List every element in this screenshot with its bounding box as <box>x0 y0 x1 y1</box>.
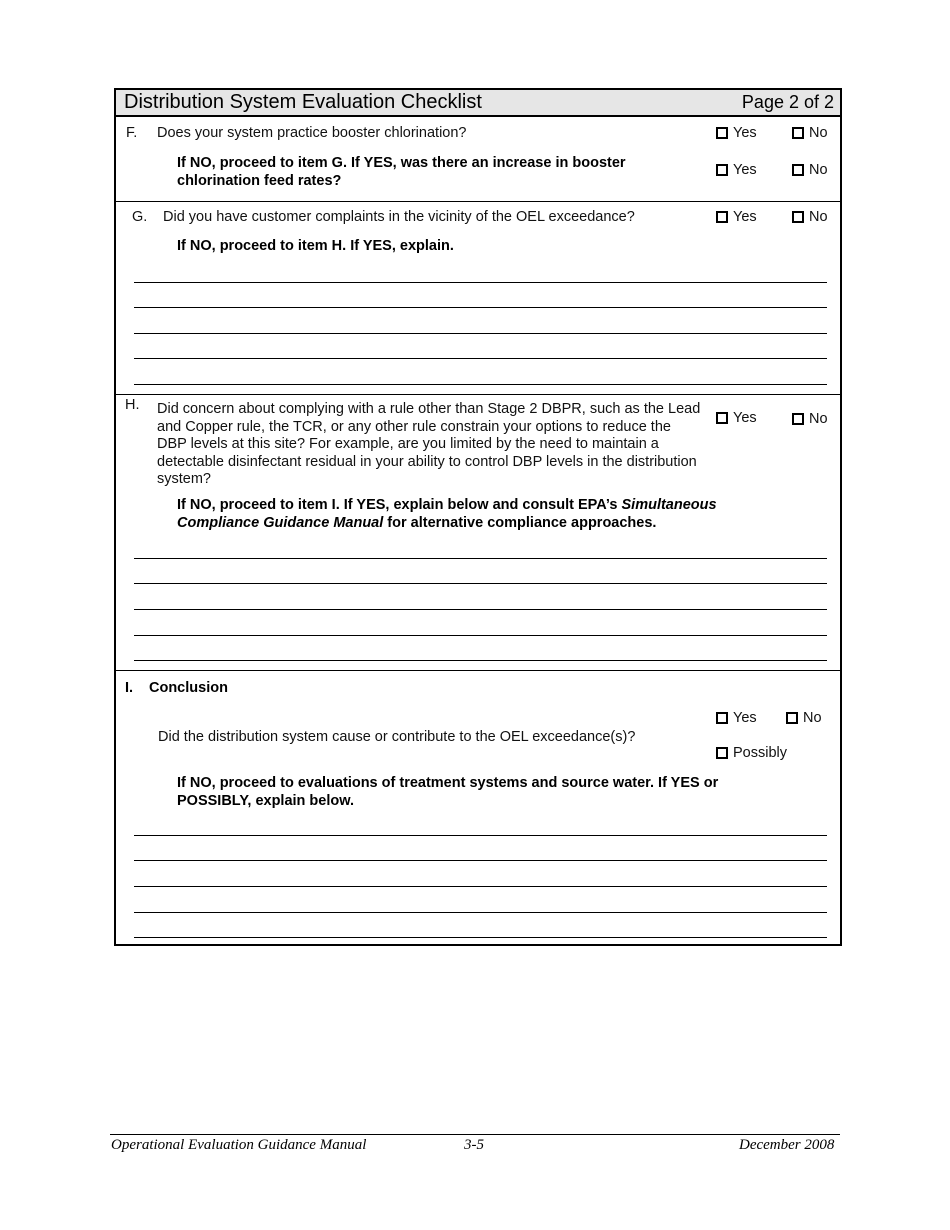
section-g-followup: If NO, proceed to item H. If YES, explain. <box>177 238 454 254</box>
checkbox-label: Yes <box>733 710 757 726</box>
answer-line[interactable] <box>134 912 827 913</box>
answer-line[interactable] <box>134 835 827 836</box>
section-i-followup: If NO, proceed to evaluations of treatment systems and source water. If YES or POSSIBLY, explain below. <box>177 775 719 809</box>
answer-line[interactable] <box>134 886 827 887</box>
answer-line[interactable] <box>134 384 827 385</box>
checkbox-box[interactable] <box>716 211 728 223</box>
section-f-question: Does your system practice booster chlorination? <box>157 125 467 141</box>
guidance-manual-title: Simultaneous Compliance Guidance Manual <box>177 497 717 531</box>
checkbox-label: No <box>809 209 828 225</box>
section-i-title: Conclusion <box>149 680 228 696</box>
answer-line[interactable] <box>134 583 827 584</box>
answer-line[interactable] <box>134 609 827 610</box>
section-g-yes-checkbox[interactable] <box>716 209 757 225</box>
section-divider <box>116 201 840 202</box>
checkbox-label: Yes <box>733 125 757 141</box>
section-f-letter: F. <box>126 125 138 141</box>
page-indicator: Page 2 of 2 <box>741 92 834 112</box>
checkbox-label: Yes <box>733 162 757 178</box>
section-f-yes-checkbox[interactable] <box>716 125 757 141</box>
section-i-letter: I. <box>125 680 134 696</box>
section-divider <box>116 670 840 671</box>
answer-line[interactable] <box>134 635 827 636</box>
checklist-form <box>114 88 842 946</box>
checkbox-box[interactable] <box>786 712 798 724</box>
answer-line[interactable] <box>134 660 827 661</box>
checkbox-box[interactable] <box>792 164 804 176</box>
checkbox-box[interactable] <box>716 164 728 176</box>
checkbox-label: No <box>809 125 828 141</box>
section-f-followup-yes-checkbox[interactable] <box>716 162 757 178</box>
footer-page-number: 3-5 <box>464 1137 484 1153</box>
section-i-possibly-checkbox[interactable] <box>716 745 787 761</box>
footer-date: December 2008 <box>739 1137 835 1153</box>
checkbox-box[interactable] <box>716 747 728 759</box>
checkbox-label: Yes <box>733 209 757 225</box>
section-h-letter: H. <box>125 397 140 413</box>
section-h-yes-checkbox[interactable] <box>716 410 757 426</box>
form-header <box>116 90 840 117</box>
checkbox-label: Yes <box>733 410 757 426</box>
section-i-yes-checkbox[interactable] <box>716 710 757 726</box>
answer-line[interactable] <box>134 558 827 559</box>
checkbox-box[interactable] <box>716 712 728 724</box>
section-h-question: Did concern about complying with a rule other than Stage 2 DBPR, such as the Lead and Copper rule, the TCR, or any other rule constrain your options to reduce the DBP levels at this site? For example, are you limited by the need to maintain a detectable disinfectant residual in your ability to control DBP levels in the distribution system? <box>157 401 701 487</box>
section-f-followup: If NO, proceed to item G. If YES, was there an increase in booster chlorination feed rates? <box>177 155 626 189</box>
form-title: Distribution System Evaluation Checklist <box>124 91 482 113</box>
section-f-followup-no-checkbox[interactable] <box>792 162 828 178</box>
footer-manual-title: Operational Evaluation Guidance Manual <box>111 1137 367 1153</box>
answer-line[interactable] <box>134 282 827 283</box>
answer-line[interactable] <box>134 358 827 359</box>
section-i-question: Did the distribution system cause or contribute to the OEL exceedance(s)? <box>158 729 636 745</box>
checkbox-label: No <box>803 710 822 726</box>
section-h-followup-text: If NO, proceed to item I. If YES, explain below and consult EPA’s <box>177 497 622 513</box>
checkbox-box[interactable] <box>792 211 804 223</box>
section-h-no-checkbox[interactable] <box>792 411 828 427</box>
checkbox-label: No <box>809 411 828 427</box>
section-h-followup-text: for alternative compliance approaches. <box>383 515 657 531</box>
section-g-no-checkbox[interactable] <box>792 209 828 225</box>
checkbox-box[interactable] <box>792 127 804 139</box>
section-h-followup <box>177 496 787 532</box>
answer-line[interactable] <box>134 937 827 938</box>
section-g-question: Did you have customer complaints in the vicinity of the OEL exceedance? <box>163 209 635 225</box>
answer-line[interactable] <box>134 333 827 334</box>
checkbox-label: No <box>809 162 828 178</box>
checkbox-box[interactable] <box>716 127 728 139</box>
section-divider <box>116 394 840 395</box>
section-i-no-checkbox[interactable] <box>786 710 822 726</box>
section-g-letter: G. <box>132 209 148 225</box>
checkbox-box[interactable] <box>716 412 728 424</box>
answer-line[interactable] <box>134 307 827 308</box>
section-f-no-checkbox[interactable] <box>792 125 828 141</box>
checkbox-label: Possibly <box>733 745 787 761</box>
footer-rule <box>110 1134 840 1135</box>
answer-line[interactable] <box>134 860 827 861</box>
checkbox-box[interactable] <box>792 413 804 425</box>
